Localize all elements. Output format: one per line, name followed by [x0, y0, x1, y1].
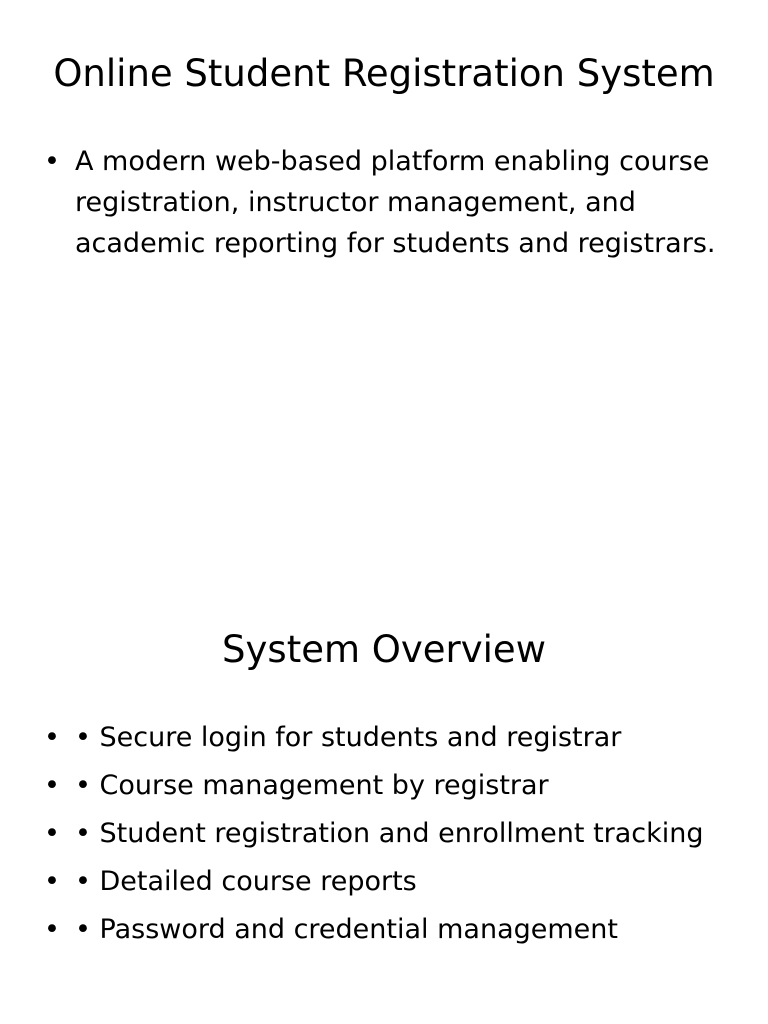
- slide-system-overview: [0, 576, 768, 1024]
- bullet-marker: •: [44, 866, 60, 897]
- bullet-item: [40, 810, 730, 858]
- slide-title: System Overview: [222, 628, 546, 671]
- slide-title: Online Student Registration System: [53, 52, 715, 95]
- bullet-marker: •: [44, 722, 60, 753]
- bullet-item: [40, 858, 730, 906]
- bullet-text: • Course management by registrar: [75, 770, 549, 801]
- bullet-marker: •: [44, 146, 60, 177]
- bullet-marker: •: [44, 770, 60, 801]
- bullet-item: [40, 141, 730, 264]
- bullet-text: • Password and credential management: [75, 914, 618, 945]
- bullet-marker: •: [44, 818, 60, 849]
- bullet-list: [40, 714, 730, 954]
- bullet-text: A modern web-based platform enabling course registration, instructor management, and academic reporting for students and registrars.: [75, 146, 716, 259]
- bullet-item: [40, 762, 730, 810]
- bullet-item: [40, 714, 730, 762]
- bullet-marker: •: [44, 914, 60, 945]
- bullet-text: • Student registration and enrollment tracking: [75, 818, 704, 849]
- bullet-list: [40, 141, 730, 264]
- bullet-text: • Detailed course reports: [75, 866, 417, 897]
- bullet-item: [40, 906, 730, 954]
- bullet-text: • Secure login for students and registrar: [75, 722, 622, 753]
